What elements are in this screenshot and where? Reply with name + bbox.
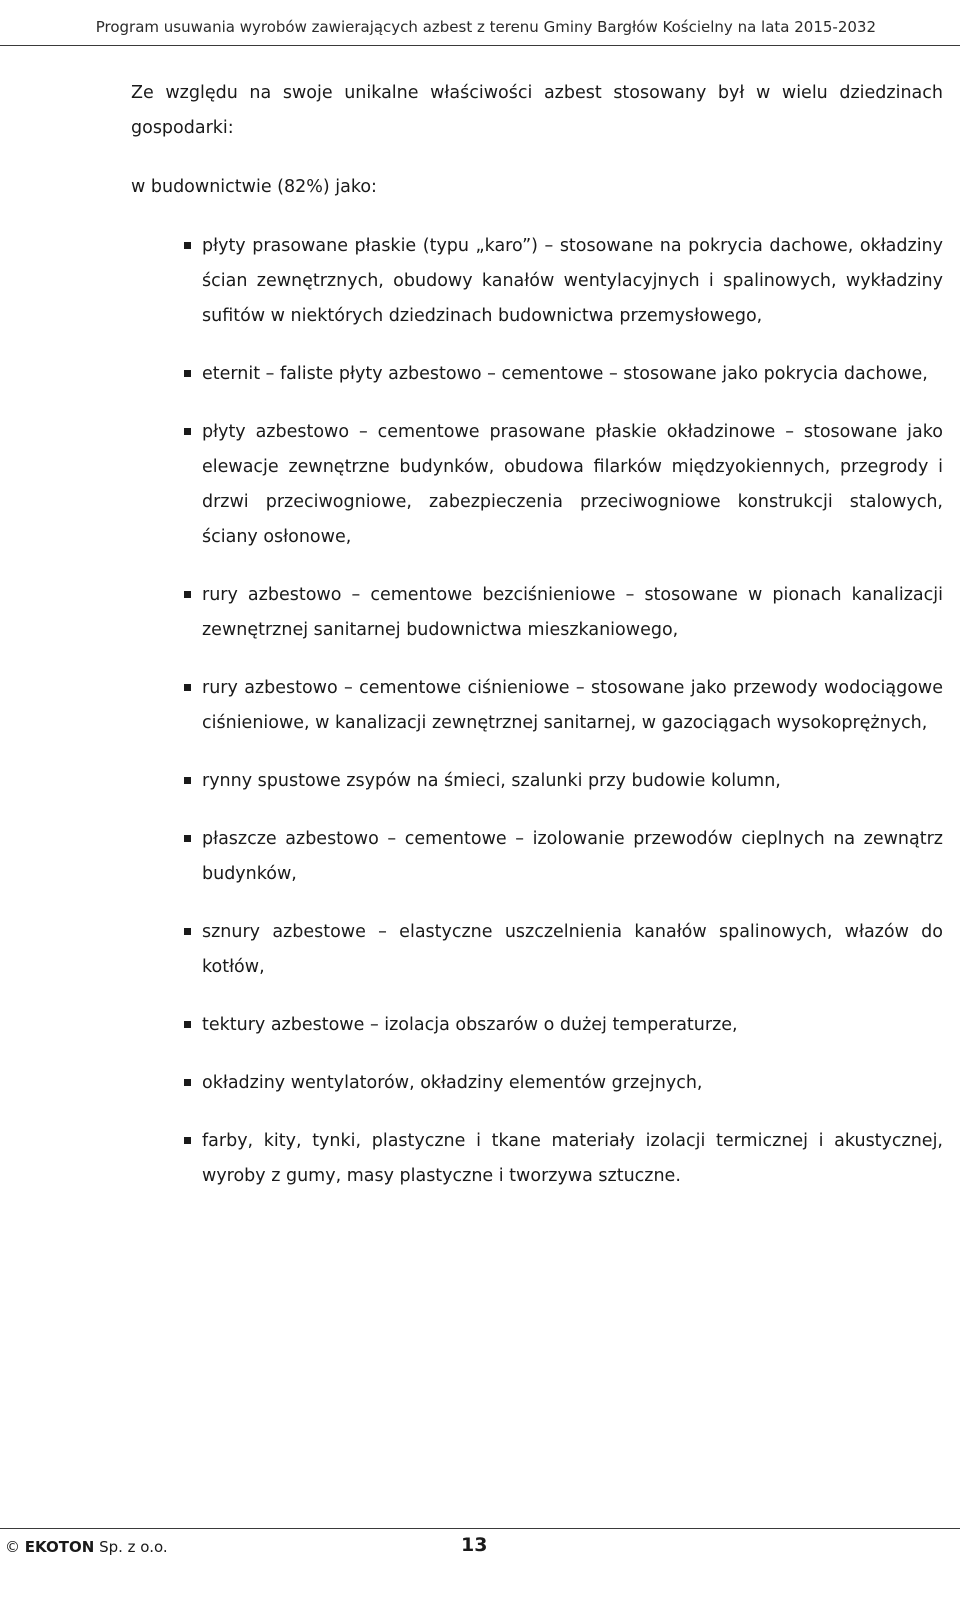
- footer-company: [5, 1538, 168, 1556]
- section-subheading: w budownictwie (82%) jako:: [131, 177, 377, 197]
- square-bullet-icon: [184, 242, 191, 249]
- list-item-text: rury azbestowo – cementowe ciśnieniowe – stosowane jako przewody wodociągowe ciśnieniowe, w kanalizacji zewnętrznej sanitarnej, w gazociągach wysokoprężnych,: [202, 678, 943, 733]
- list-item-text: płaszcze azbestowo – cementowe – izolowanie przewodów cieplnych na zewnątrz budynków,: [202, 829, 943, 884]
- list-item-text: płyty azbestowo – cementowe prasowane płaskie okładzinowe – stosowane jako elewacje zewnętrzne budynków, obudowa filarków międzyokiennych, przegrody i drzwi przeciwogniowe, zabezpieczenia przeciwogniowe konstrukcji stalowych, ściany osłonowe,: [202, 422, 943, 547]
- usage-list: [131, 229, 943, 1194]
- footer-divider: [0, 1528, 960, 1529]
- page-header: [0, 0, 960, 44]
- list-item: [131, 915, 943, 985]
- company-brand: EKOTON: [24, 1538, 95, 1556]
- list-item: [131, 1066, 943, 1101]
- page-content: [131, 76, 943, 1194]
- page-footer: [0, 1528, 960, 1599]
- list-item-text: rynny spustowe zsypów na śmieci, szalunki przy budowie kolumn,: [202, 771, 781, 791]
- list-item: [131, 1124, 943, 1194]
- header-divider: [0, 45, 960, 46]
- square-bullet-icon: [184, 835, 191, 842]
- square-bullet-icon: [184, 928, 191, 935]
- list-item-text: sznury azbestowe – elastyczne uszczelnienia kanałów spalinowych, włazów do kotłów,: [202, 922, 943, 977]
- intro-paragraph: Ze względu na swoje unikalne właściwości azbest stosowany był w wielu dziedzinach gospodarki:: [131, 83, 943, 138]
- square-bullet-icon: [184, 428, 191, 435]
- square-bullet-icon: [184, 370, 191, 377]
- square-bullet-icon: [184, 1021, 191, 1028]
- list-item: [131, 415, 943, 555]
- list-item: [131, 229, 943, 334]
- list-item: [131, 764, 943, 799]
- square-bullet-icon: [184, 1137, 191, 1144]
- square-bullet-icon: [184, 777, 191, 784]
- document-title: Program usuwania wyrobów zawierających azbest z terenu Gminy Bargłów Kościelny na lata 2015-2032: [95, 18, 876, 36]
- square-bullet-icon: [184, 684, 191, 691]
- page-number: 13: [461, 1534, 488, 1556]
- list-item: [131, 578, 943, 648]
- square-bullet-icon: [184, 591, 191, 598]
- copyright-icon: ©: [5, 1538, 20, 1556]
- square-bullet-icon: [184, 1079, 191, 1086]
- list-item: [131, 357, 943, 392]
- company-suffix: Sp. z o.o.: [99, 1538, 168, 1556]
- list-item-text: płyty prasowane płaskie (typu „karo”) – stosowane na pokrycia dachowe, okładziny ścian zewnętrznych, obudowy kanałów wentylacyjnych i spalinowych, wykładziny sufitów w niektórych dziedzinach budownictwa przemysłowego,: [202, 236, 943, 326]
- list-item: [131, 822, 943, 892]
- list-item-text: eternit – faliste płyty azbestowo – cementowe – stosowane jako pokrycia dachowe,: [202, 364, 928, 384]
- list-item: [131, 671, 943, 741]
- list-item-text: tektury azbestowe – izolacja obszarów o dużej temperaturze,: [202, 1015, 738, 1035]
- list-item-text: rury azbestowo – cementowe bezciśnieniowe – stosowane w pionach kanalizacji zewnętrznej sanitarnej budownictwa mieszkaniowego,: [202, 585, 943, 640]
- list-item-text: farby, kity, tynki, plastyczne i tkane materiały izolacji termicznej i akustycznej, wyroby z gumy, masy plastyczne i tworzywa sztuczne.: [202, 1131, 943, 1186]
- list-item: [131, 1008, 943, 1043]
- list-item-text: okładziny wentylatorów, okładziny elementów grzejnych,: [202, 1073, 703, 1093]
